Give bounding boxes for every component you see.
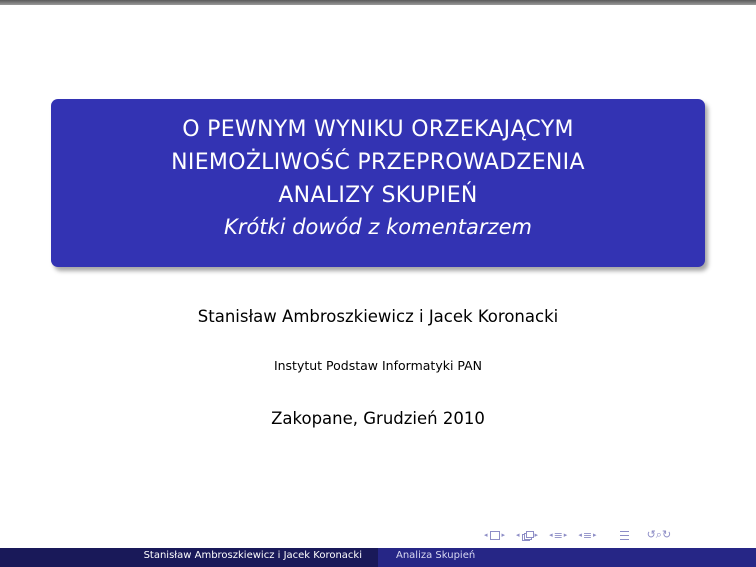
date-location: Zakopane, Grudzień 2010 xyxy=(271,409,485,428)
institute: Instytut Podstaw Informatyki PAN xyxy=(273,358,483,373)
align-icon[interactable] xyxy=(619,531,630,540)
title-block xyxy=(51,99,705,267)
footer-bar xyxy=(0,548,756,567)
subsection-nav-icon[interactable]: ◂ ≡ ▸ xyxy=(549,528,568,542)
authors: Stanisław Ambroszkiewicz i Jacek Koronacki xyxy=(197,307,559,326)
search-zoom-icon[interactable]: ↺⌕↻ xyxy=(646,528,672,541)
section-nav-icon[interactable]: ◂ ≡ ▸ xyxy=(578,528,597,542)
frame-nav-icon[interactable]: ◂ ▸ xyxy=(516,531,539,539)
top-rule xyxy=(0,0,756,5)
footer-title: Analiza Skupień xyxy=(378,548,756,567)
slide-nav-icon[interactable]: ◂ ▸ xyxy=(484,531,506,539)
title-line-3: ANALIZY SKUPIEŃ xyxy=(278,183,478,208)
subtitle: Krótki dowód z komentarzem xyxy=(224,215,532,239)
title-line-2: NIEMOŻLIWOŚĆ PRZEPROWADZENIA xyxy=(171,150,585,175)
title-line-1: O PEWNYM WYNIKU ORZEKAJĄCYM xyxy=(182,117,574,142)
navigation-bar xyxy=(483,527,680,543)
footer-authors: Stanisław Ambroszkiewicz i Jacek Koronacki xyxy=(0,548,378,567)
